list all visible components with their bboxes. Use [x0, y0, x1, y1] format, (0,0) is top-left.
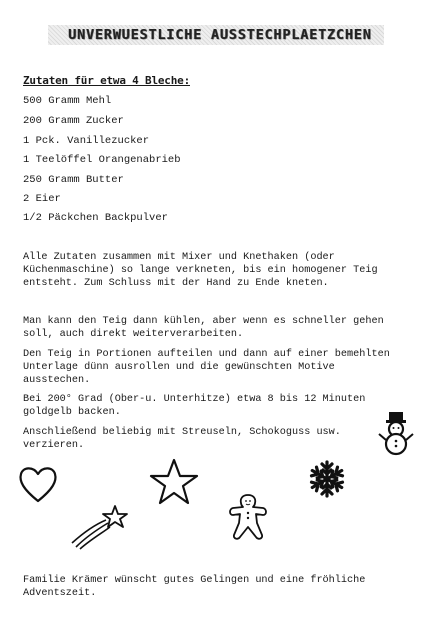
instruction-paragraph: Bei 200° Grad (Ober-u. Unterhitze) etwa 8 bis 12 Minuten goldgelb backen.	[23, 394, 366, 418]
ingredient-item: 1/2 Päckchen Backpulver	[23, 212, 168, 224]
snowman-icon	[377, 410, 415, 456]
ingredient-item: 250 Gramm Butter	[23, 174, 124, 186]
page-title: UNVERWUESTLICHE AUSSTECHPLAETZCHEN	[68, 27, 372, 43]
ingredient-item: 1 Pck. Vanillezucker	[23, 135, 150, 147]
ingredients-heading: Zutaten für etwa 4 Bleche:	[23, 74, 190, 87]
instruction-paragraph: Den Teig in Portionen aufteilen und dann auf einer bemehlten Unterlage dünn ausrollen und die gewünschten Motive ausstechen.	[23, 349, 390, 386]
star-icon	[149, 457, 199, 507]
instruction-paragraph: Alle Zutaten zusammen mit Mixer und Knethaken (oder Küchenmaschine) so lange verkneten, bis ein homogener Teig entsteht. Zum Schluss mit der Hand zu Ende kneten.	[23, 252, 378, 289]
ingredient-item: 500 Gramm Mehl	[23, 95, 112, 107]
closing-greeting: Familie Krämer wünscht gutes Gelingen und eine fröhliche Adventszeit.	[23, 575, 366, 599]
ingredient-item: 1 Teelöffel Orangenabrieb	[23, 154, 181, 166]
shooting-star-icon	[68, 503, 130, 551]
heart-icon	[17, 463, 59, 505]
gingerbread-man-icon	[227, 493, 269, 541]
ingredient-item: 2 Eier	[23, 193, 61, 205]
instruction-paragraph: Anschließend beliebig mit Streuseln, Schokoguss usw. verzieren.	[23, 427, 341, 451]
instruction-paragraph: Man kann den Teig dann kühlen, aber wenn es schneller gehen soll, auch direkt weiterverarbeiten.	[23, 316, 384, 340]
snowflake-icon	[307, 459, 347, 499]
ingredient-item: 200 Gramm Zucker	[23, 115, 124, 127]
